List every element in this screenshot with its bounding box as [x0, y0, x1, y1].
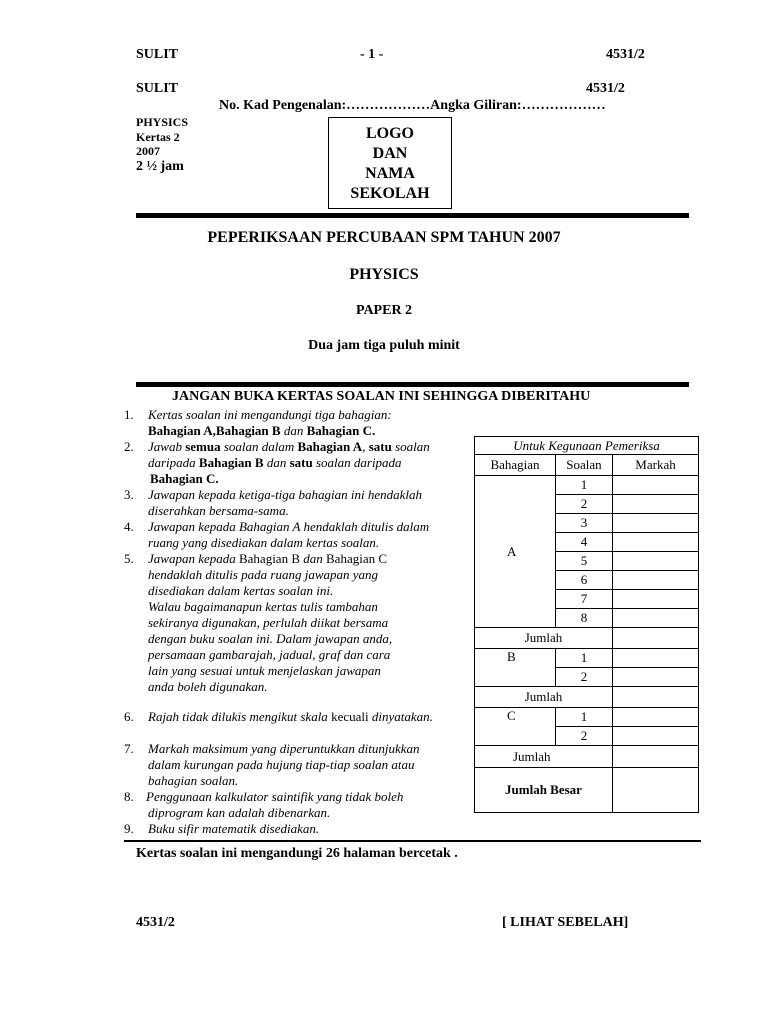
question-b2: 2: [556, 668, 613, 687]
bottom-divider: [124, 840, 701, 842]
second-header-sulit: SULIT: [136, 81, 179, 96]
logo-line-1: LOGO: [365, 125, 414, 142]
marks-cell-a4[interactable]: [613, 533, 699, 552]
instruction-5-line-7: persamaan gambarajah, jadual, graf dan cara: [148, 647, 391, 662]
question-a7: 7: [556, 590, 613, 609]
marks-cell-a3[interactable]: [613, 514, 699, 533]
plain-text: Bahagian C: [326, 551, 388, 566]
grand-total-cell[interactable]: [613, 768, 699, 813]
bold-text: Bahagian C.: [306, 423, 376, 438]
marks-cell-a5[interactable]: [613, 552, 699, 571]
instruction-text: Kertas soalan ini mengandungi tiga bahagian:: [148, 407, 392, 422]
instruction-5-line-4: Walau bagaimanapun kertas tulis tambahan: [148, 599, 378, 614]
year-label: 2007: [136, 144, 160, 158]
instruction-5-line-9: anda boleh digunakan.: [148, 679, 268, 694]
marks-cell-c2[interactable]: [613, 727, 699, 746]
instruction-text: Markah maksimum yang diperuntukkan ditunjukkan: [148, 741, 420, 756]
instruction-3-line-2: diserahkan bersama-sama.: [148, 503, 289, 518]
instruction-1-sections: [148, 423, 375, 439]
header-markah: Markah: [613, 455, 699, 476]
italic-text: dan: [283, 423, 307, 438]
instruction-5-line-5: sekiranya digunakan, perlulah diikat bersama: [148, 615, 389, 630]
jumlah-c: Jumlah: [475, 746, 613, 768]
instruction-number: 4.: [124, 519, 134, 534]
duration-label: 2 ½ jam: [136, 159, 184, 174]
footer-code: 4531/2: [136, 915, 175, 930]
italic-text: soalan: [391, 439, 430, 454]
header-sulit: SULIT: [136, 47, 179, 62]
bold-text: satu: [368, 439, 392, 454]
total-cell-c[interactable]: [613, 746, 699, 768]
marks-cell-a2[interactable]: [613, 495, 699, 514]
marks-cell-c1[interactable]: [613, 708, 699, 727]
instruction-number: 7.: [124, 741, 134, 756]
question-b1: 1: [556, 649, 613, 668]
total-cell-a[interactable]: [613, 628, 699, 649]
question-a3: 3: [556, 514, 613, 533]
question-a6: 6: [556, 571, 613, 590]
section-b-label: B: [475, 649, 556, 687]
italic-text: soalan dalam: [220, 439, 298, 454]
instruction-5-line-3: disediakan dalam kertas soalan ini.: [148, 583, 334, 598]
bold-text: Bahagian A,Bahagian B: [148, 423, 284, 438]
exam-title: PEPERIKSAAN PERCUBAAN SPM TAHUN 2007: [207, 229, 561, 246]
italic-text: dan: [300, 551, 326, 566]
italic-text: Jawapan kepada: [148, 551, 239, 566]
logo-line-2: DAN: [372, 145, 408, 162]
section-c-label: C: [475, 708, 556, 746]
school-logo-box: [328, 117, 452, 209]
italic-text: Jawab: [148, 439, 186, 454]
section-a-label: A: [475, 476, 556, 628]
footer-turn-page: [ LIHAT SEBELAH]: [502, 915, 629, 930]
instruction-number: 1.: [124, 407, 134, 422]
instruction-5-line-8: lain yang sesuai untuk menjelaskan jawapan: [148, 663, 381, 678]
question-a5: 5: [556, 552, 613, 571]
marks-cell-a1[interactable]: [613, 476, 699, 495]
instruction-7-line-2: dalam kurungan pada hujung tiap-tiap soalan atau: [148, 757, 415, 772]
instruction-2-line-2: [148, 455, 402, 471]
question-c1: 1: [556, 708, 613, 727]
second-header-code: 4531/2: [586, 81, 625, 96]
top-divider: [136, 213, 689, 218]
paper-title: PAPER 2: [355, 303, 413, 318]
plain-text: kecuali: [331, 709, 369, 724]
question-c2: 2: [556, 727, 613, 746]
italic-text: dan: [263, 455, 290, 470]
instruction-text: Jawapan kepada ketiga-tiga bahagian ini hendaklah: [148, 487, 423, 502]
examiner-table: [474, 436, 699, 813]
examiner-table-title: Untuk Kegunaan Pemeriksa: [475, 437, 699, 455]
header-soalan: Soalan: [556, 455, 613, 476]
italic-text: daripada: [148, 455, 199, 470]
page-number: - 1 -: [360, 47, 384, 62]
instruction-8-line-2: diprogram kan adalah dibenarkan.: [148, 805, 331, 820]
instruction-number: 6.: [124, 709, 134, 724]
paper-label: Kertas 2: [136, 130, 180, 144]
warning-divider: [136, 382, 689, 387]
marks-cell-a8[interactable]: [613, 609, 699, 628]
bold-text: satu: [289, 455, 313, 470]
instruction-7-line-3: bahagian soalan.: [148, 773, 239, 788]
instruction-number: 2.: [124, 439, 134, 454]
subject-title: PHYSICS: [349, 266, 419, 283]
jumlah-besar: Jumlah Besar: [475, 768, 613, 813]
question-a1: 1: [556, 476, 613, 495]
id-line: No. Kad Pengenalan:………………Angka Giliran:………………: [219, 98, 606, 113]
bold-text: Bahagian A: [297, 439, 363, 454]
question-a8: 8: [556, 609, 613, 628]
instruction-text: Penggunaan kalkulator saintifik yang tidak boleh: [146, 789, 404, 804]
marks-cell-a7[interactable]: [613, 590, 699, 609]
subject-label: PHYSICS: [136, 115, 189, 129]
duration-text: Dua jam tiga puluh minit: [308, 338, 460, 353]
italic-text: dinyatakan.: [368, 709, 433, 724]
instruction-text: Jawapan kepada Bahagian A hendaklah ditulis dalam: [148, 519, 430, 534]
question-a4: 4: [556, 533, 613, 552]
logo-line-3: NAMA: [365, 165, 415, 182]
total-cell-b[interactable]: [613, 687, 699, 708]
plain-text: Bahagian B: [238, 551, 300, 566]
plain-text: ,: [362, 439, 369, 454]
marks-cell-a6[interactable]: [613, 571, 699, 590]
pages-note: Kertas soalan ini mengandungi 26 halaman bercetak .: [136, 846, 458, 861]
bold-text: semua: [185, 439, 221, 454]
instruction-4-line-2: ruang yang disediakan dalam kertas soalan.: [148, 535, 380, 550]
question-a2: 2: [556, 495, 613, 514]
warning-text: JANGAN BUKA KERTAS SOALAN INI SEHINGGA DIBERITAHU: [172, 389, 591, 404]
marks-cell-b1[interactable]: [613, 649, 699, 668]
instruction-number: 3.: [124, 487, 134, 502]
jumlah-a: Jumlah: [475, 628, 613, 649]
italic-text: Rajah tidak dilukis mengikut skala: [148, 709, 332, 724]
instruction-2-line-3: Bahagian C.: [150, 471, 219, 486]
instruction-5-line-2: hendaklah ditulis pada ruang jawapan yang: [148, 567, 379, 582]
marks-cell-b2[interactable]: [613, 668, 699, 687]
jumlah-b: Jumlah: [475, 687, 613, 708]
instruction-text: Buku sifir matematik disediakan.: [148, 821, 320, 836]
instruction-number: 5.: [124, 551, 134, 566]
instruction-number: 9.: [124, 821, 134, 836]
header-code: 4531/2: [606, 47, 645, 62]
bold-text: Bahagian B: [198, 455, 264, 470]
instruction-number: 8.: [124, 789, 134, 804]
italic-text: soalan daripada: [312, 455, 402, 470]
logo-line-4: SEKOLAH: [350, 185, 430, 202]
instruction-5-line-6: dengan buku soalan ini. Dalam jawapan anda,: [148, 631, 393, 646]
header-bahagian: Bahagian: [475, 455, 556, 476]
